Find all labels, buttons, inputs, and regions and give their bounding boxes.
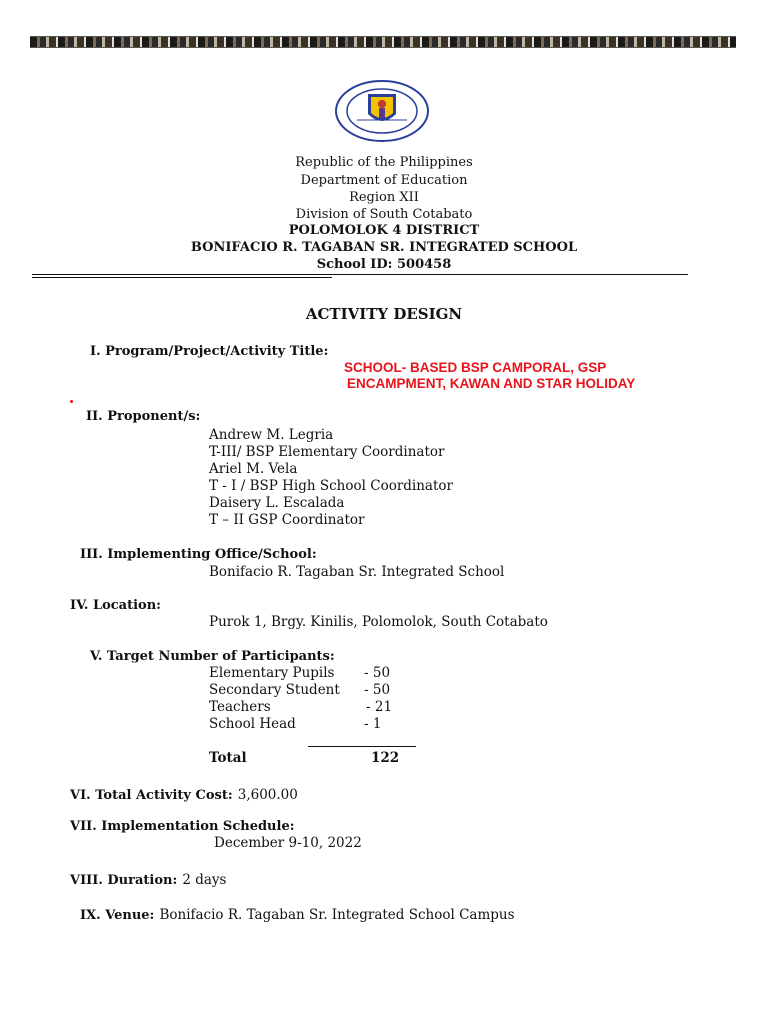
header-school-name: BONIFACIO R. TAGABAN SR. INTEGRATED SCHOOL (190, 240, 578, 255)
proponent-line: T-III/ BSP Elementary Coordinator (209, 444, 445, 460)
participant-name: Secondary Student (209, 682, 340, 698)
program-title-line1: SCHOOL- BASED BSP CAMPORAL, GSP (344, 360, 607, 375)
schedule-label: VII. Implementation Schedule: (70, 819, 295, 834)
proponent-line: Andrew M. Legria (209, 427, 334, 443)
proponent-line: T - I / BSP High School Coordinator (209, 478, 453, 494)
total-label: Total (209, 750, 247, 766)
total-value: 122 (371, 750, 400, 766)
participant-name: School Head (209, 716, 296, 732)
participant-name: Elementary Pupils (209, 665, 335, 681)
cost-value: 3,600.00 (237, 787, 298, 803)
header-divider-underline (32, 277, 332, 278)
proponent-line: T – II GSP Coordinator (209, 512, 365, 528)
header-district: POLOMOLOK 4 DISTRICT (288, 223, 480, 238)
header-divider (32, 274, 688, 275)
duration-label: VIII. Duration: (70, 873, 178, 888)
schedule-value: December 9-10, 2022 (214, 835, 362, 851)
location-value: Purok 1, Brgy. Kinilis, Polomolok, South Cotabato (209, 614, 548, 630)
venue-label: IX. Venue: (80, 908, 155, 923)
decorative-banner (30, 36, 736, 48)
header-republic: Republic of the Philippines (295, 155, 473, 170)
header-school-id: School ID: 500458 (316, 257, 452, 272)
page-title: ACTIVITY DESIGN (305, 305, 463, 323)
proponents-label: II. Proponent/s: (86, 409, 201, 424)
cost-label: VI. Total Activity Cost: (70, 788, 233, 803)
red-bullet (70, 400, 73, 403)
total-underline (308, 746, 416, 747)
participant-count: - 1 (364, 716, 382, 732)
duration-value: 2 days (182, 872, 227, 888)
location-label: IV. Location: (70, 598, 161, 613)
header-department: Department of Education (300, 173, 468, 188)
participant-count: - 50 (364, 665, 391, 681)
deped-seal-logo (335, 80, 429, 142)
participant-count: - 21 (366, 699, 393, 715)
participants-label: V. Target Number of Participants: (90, 649, 335, 664)
proponent-line: Daisery L. Escalada (209, 495, 345, 511)
cost-row (70, 784, 298, 803)
duration-row (70, 869, 226, 888)
header-division: Division of South Cotabato (295, 207, 473, 222)
program-title-label: I. Program/Project/Activity Title: (90, 344, 329, 359)
participant-count: - 50 (364, 682, 391, 698)
venue-row (80, 904, 515, 923)
implementing-office-label: III. Implementing Office/School: (80, 547, 317, 562)
proponent-line: Ariel M. Vela (209, 461, 298, 477)
implementing-office-value: Bonifacio R. Tagaban Sr. Integrated School (209, 564, 505, 580)
participant-name: Teachers (209, 699, 271, 715)
header-region: Region XII (349, 190, 419, 205)
venue-value: Bonifacio R. Tagaban Sr. Integrated School Campus (159, 907, 515, 923)
program-title-line2: ENCAMPMENT, KAWAN AND STAR HOLIDAY (347, 376, 636, 391)
